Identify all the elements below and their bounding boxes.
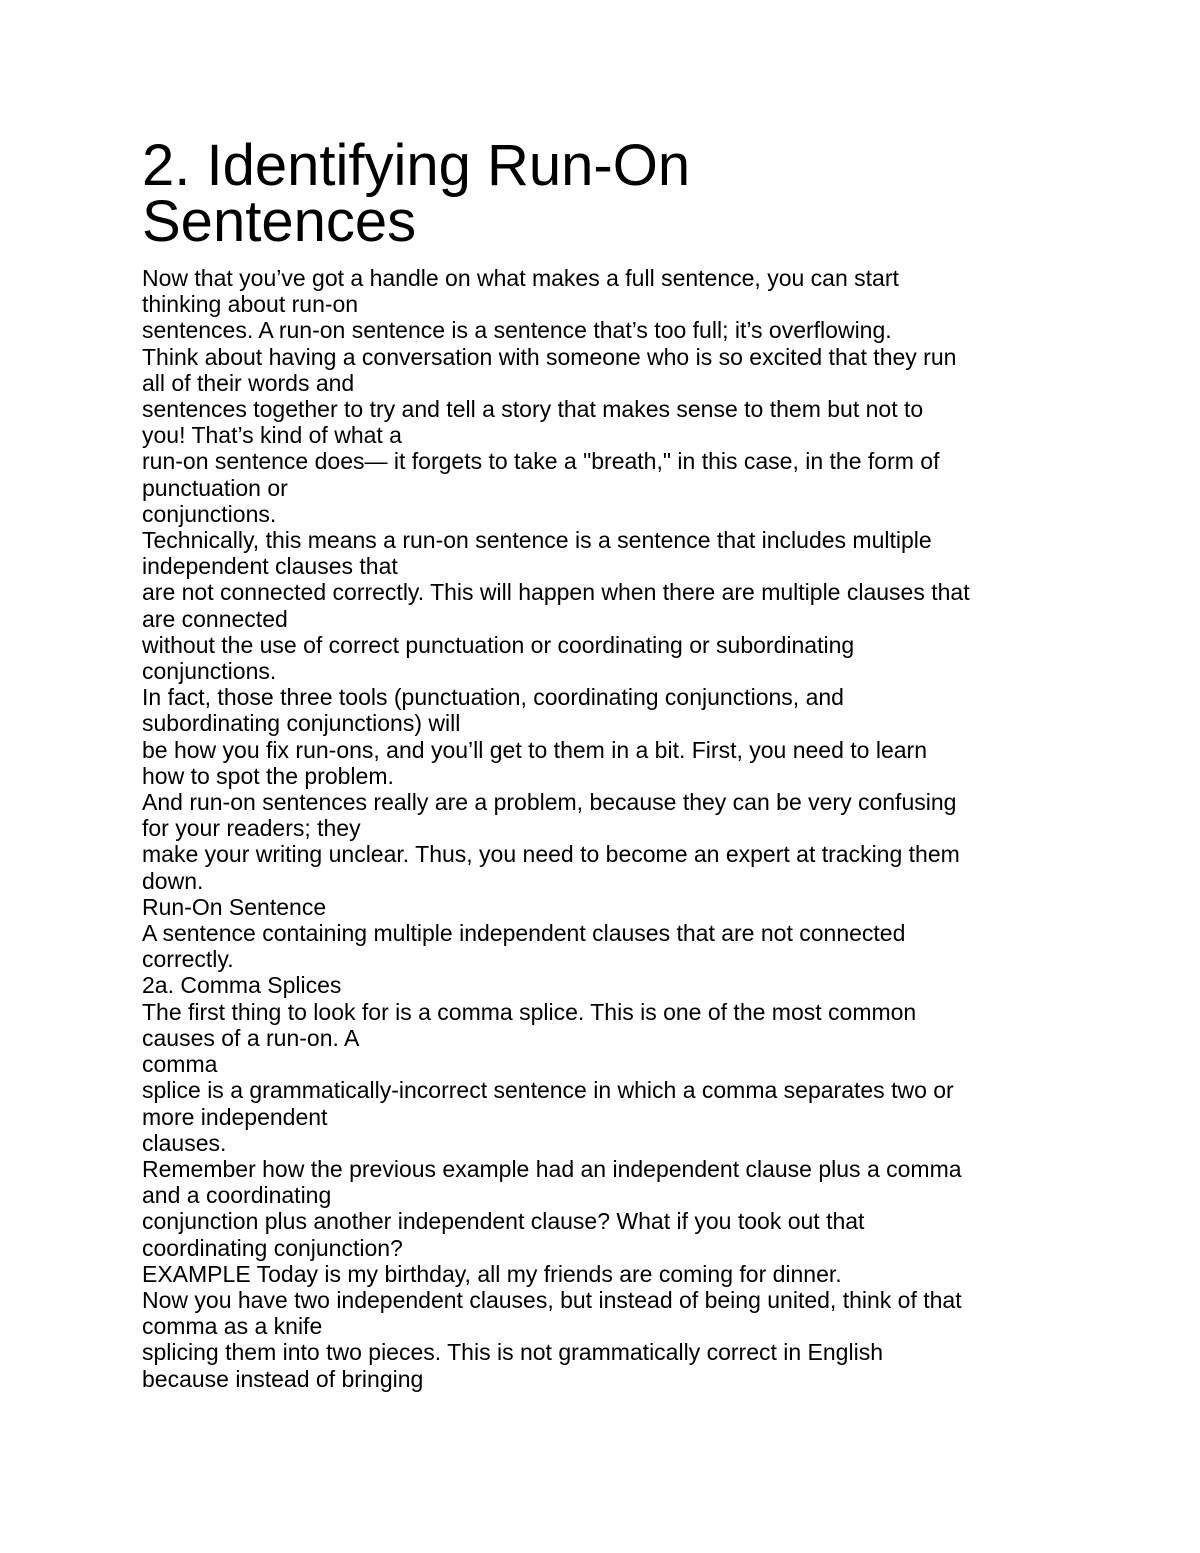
- text-line: all of their words and: [142, 369, 355, 396]
- text-line: splice is a grammatically-incorrect sentence in which a comma separates two or: [142, 1077, 954, 1104]
- text-line: sentences together to try and tell a story that makes sense to them but not to: [142, 396, 924, 423]
- text-line: comma as a knife: [142, 1313, 323, 1340]
- text-line: splicing them into two pieces. This is not grammatically correct in English: [142, 1339, 883, 1366]
- page-title-line-2: Sentences: [142, 189, 417, 254]
- text-line: Think about having a conversation with someone who is so excited that they run: [142, 343, 957, 370]
- text-line: make your writing unclear. Thus, you need to become an expert at tracking them: [142, 841, 960, 868]
- text-line: because instead of bringing: [142, 1365, 424, 1392]
- text-line: without the use of correct punctuation or coordinating or subordinating: [142, 631, 855, 658]
- text-line: And run-on sentences really are a problem, because they can be very confusing: [142, 789, 957, 816]
- text-line: sentences. A run-on sentence is a sentence that’s too full; it’s overflowing.: [142, 317, 892, 344]
- text-line: you! That’s kind of what a: [142, 422, 402, 449]
- body-text: [142, 265, 1142, 1392]
- text-line: conjunctions.: [142, 500, 277, 527]
- text-line: down.: [142, 867, 204, 894]
- text-line: 2a. Comma Splices: [142, 972, 342, 999]
- text-line: are connected: [142, 605, 288, 632]
- text-line: how to spot the problem.: [142, 762, 394, 789]
- text-line: Technically, this means a run-on sentence is a sentence that includes multiple: [142, 527, 932, 554]
- text-line: The first thing to look for is a comma splice. This is one of the most common: [142, 998, 917, 1025]
- text-line: are not connected correctly. This will happen when there are multiple clauses that: [142, 579, 970, 606]
- text-line: Run-On Sentence: [142, 893, 327, 920]
- text-line: subordinating conjunctions) will: [142, 710, 461, 737]
- text-line: In fact, those three tools (punctuation, coordinating conjunctions, and: [142, 684, 844, 711]
- text-line: independent clauses that: [142, 553, 398, 580]
- text-line: be how you fix run-ons, and you’ll get to them in a bit. First, you need to learn: [142, 736, 927, 763]
- text-line: EXAMPLE Today is my birthday, all my friends are coming for dinner.: [142, 1260, 842, 1287]
- text-line: more independent: [142, 1103, 328, 1130]
- text-line: thinking about run-on: [142, 291, 359, 318]
- page-title: [142, 133, 1142, 254]
- text-line: for your readers; they: [142, 815, 361, 842]
- text-line: run-on sentence does— it forgets to take a "breath," in this case, in the form of: [142, 448, 940, 475]
- text-line: Now you have two independent clauses, but instead of being united, think of that: [142, 1286, 962, 1313]
- text-line: correctly.: [142, 946, 234, 973]
- text-line: conjunction plus another independent clause? What if you took out that: [142, 1208, 865, 1235]
- text-line: Remember how the previous example had an independent clause plus a comma: [142, 1155, 962, 1182]
- text-line: Now that you’ve got a handle on what makes a full sentence, you can start: [142, 265, 899, 291]
- document-page: [142, 133, 1142, 1392]
- page-title-line-1: 2. Identifying Run-On: [142, 133, 691, 198]
- text-line: punctuation or: [142, 474, 288, 501]
- text-line: conjunctions.: [142, 658, 277, 685]
- text-line: comma: [142, 1051, 218, 1078]
- text-line: A sentence containing multiple independent clauses that are not connected: [142, 920, 906, 947]
- text-line: and a coordinating: [142, 1182, 332, 1209]
- text-line: causes of a run-on. A: [142, 1024, 360, 1051]
- text-line: clauses.: [142, 1129, 227, 1156]
- text-line: coordinating conjunction?: [142, 1234, 403, 1261]
